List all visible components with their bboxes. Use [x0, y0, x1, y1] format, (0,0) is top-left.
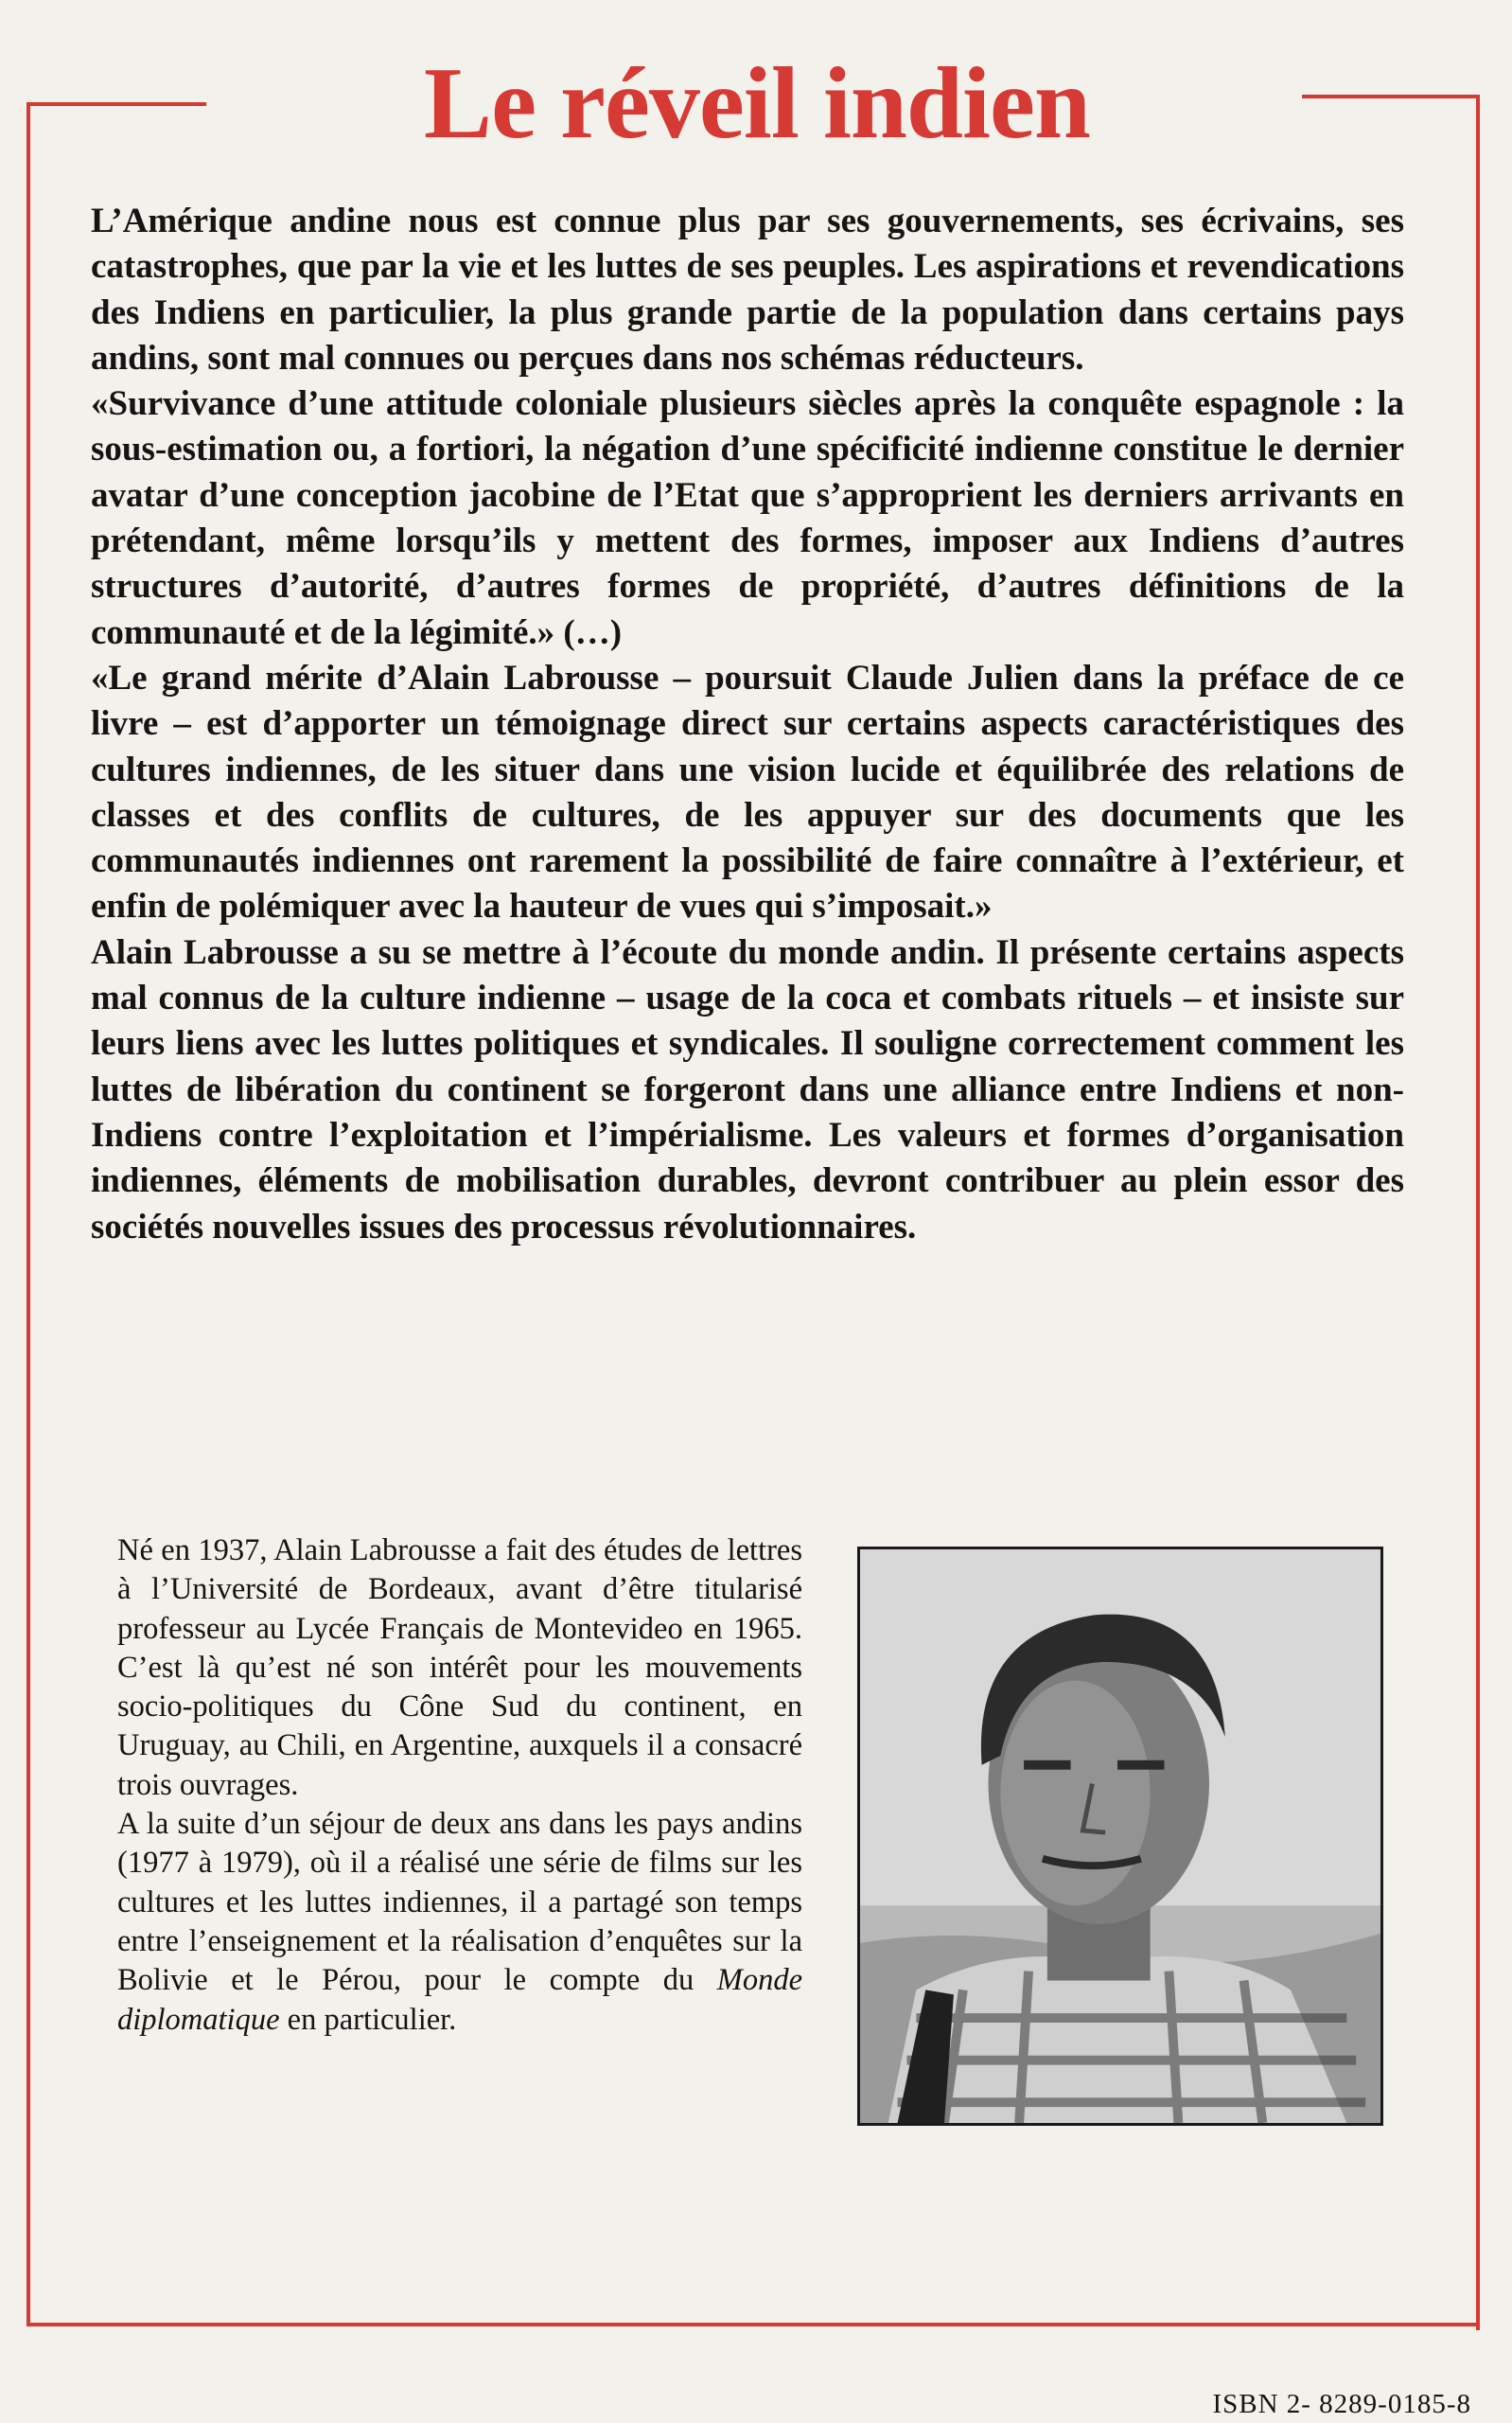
- frame-border-bottom: [26, 2323, 1480, 2326]
- frame-border-top-left: [26, 102, 206, 106]
- blurb-paragraph: «Survivance d’une attitude coloniale plusieurs siècles après la conquête espagnole : la sous-estimation ou, a fortiori, la négation d’une spécificité indienne constitue le dernier avatar d’une conception jacobine de l’Etat que s’approprient les derniers arrivants en prétendant, même lorsqu’ils y mettent des formes, imposer aux Indiens d’autres structures d’autorité, d’autres formes de propriété, d’autres définitions de la communauté et de la légimité.» (…): [91, 384, 1404, 652]
- bio-paragraph-text: A la suite d’un séjour de deux ans dans les pays andins (1977 à 1979), où il a réalisé une série de films sur les cultures et les luttes indiennes, il a partagé son temps entre l’enseignement et la réalisation d’enquêtes sur la Bolivie et le Pérou, pour le compte du: [117, 1807, 802, 1998]
- author-portrait-illustration: [860, 1549, 1380, 2123]
- blurb-paragraph: «Le grand mérite d’Alain Labrousse – poursuit Claude Julien dans la préface de ce livre – est d’apporter un témoignage direct sur certains aspects caractéristiques des cultures indiennes, de les situer dans une vision lucide et équilibrée des relations de classes et des conflits de cultures, de les appuyer sur des documents que les communautés indiennes ont rarement la possibilité de faire connaître à l’extérieur, et enfin de polémiquer avec la hauteur de vues qui s’imposait.»: [91, 658, 1404, 927]
- author-bio: [117, 1531, 802, 2040]
- isbn-code: ISBN 2- 8289-0185-8: [1212, 2389, 1471, 2419]
- frame-border-top-right: [1302, 95, 1480, 98]
- bio-paragraph: [117, 1805, 802, 2040]
- frame-border-left: [26, 102, 30, 2326]
- frame-border-right: [1476, 95, 1480, 2330]
- book-title: Le réveil indien: [424, 47, 1090, 160]
- publication-name: Monde diplomatique: [117, 1963, 803, 2037]
- bio-paragraph-end: en particulier.: [279, 2002, 457, 2037]
- blurb-paragraph: L’Amérique andine nous est connue plus par ses gouvernements, ses écrivains, ses catastrophes, que par la vie et les luttes de ses peuples. Les aspirations et revendications des Indiens en particulier, la plus grande partie de la population dans certains pays andins, sont mal connues ou perçues dans nos schémas réducteurs.: [91, 202, 1404, 378]
- author-photo: [857, 1547, 1383, 2126]
- blurb-paragraph: Alain Labrousse a su se mettre à l’écoute du monde andin. Il présente certains aspects mal connus de la culture indienne – usage de la coca et combats rituels – et insiste sur leurs liens avec les luttes politiques et syndicales. Il souligne correctement comment les luttes de libération du continent se forgeront dans une alliance entre Indiens et non-Indiens contre l’exploitation et l’impérialisme. Les valeurs et formes d’organisation indiennes, éléments de mobilisation durables, devront contribuer au plein essor des sociétés nouvelles issues des processus révolutionnaires.: [91, 932, 1404, 1247]
- bio-paragraph: Né en 1937, Alain Labrousse a fait des études de lettres à l’Université de Bordeaux, avant d’être titularisé professeur au Lycée Français de Montevideo en 1965. C’est là qu’est né son intérêt pour les mouvements socio-politiques du Cône Sud du continent, en Uruguay, au Chili, en Argentine, auxquels il a consacré trois ouvrages.: [117, 1533, 802, 1802]
- blurb-text: [91, 199, 1404, 1250]
